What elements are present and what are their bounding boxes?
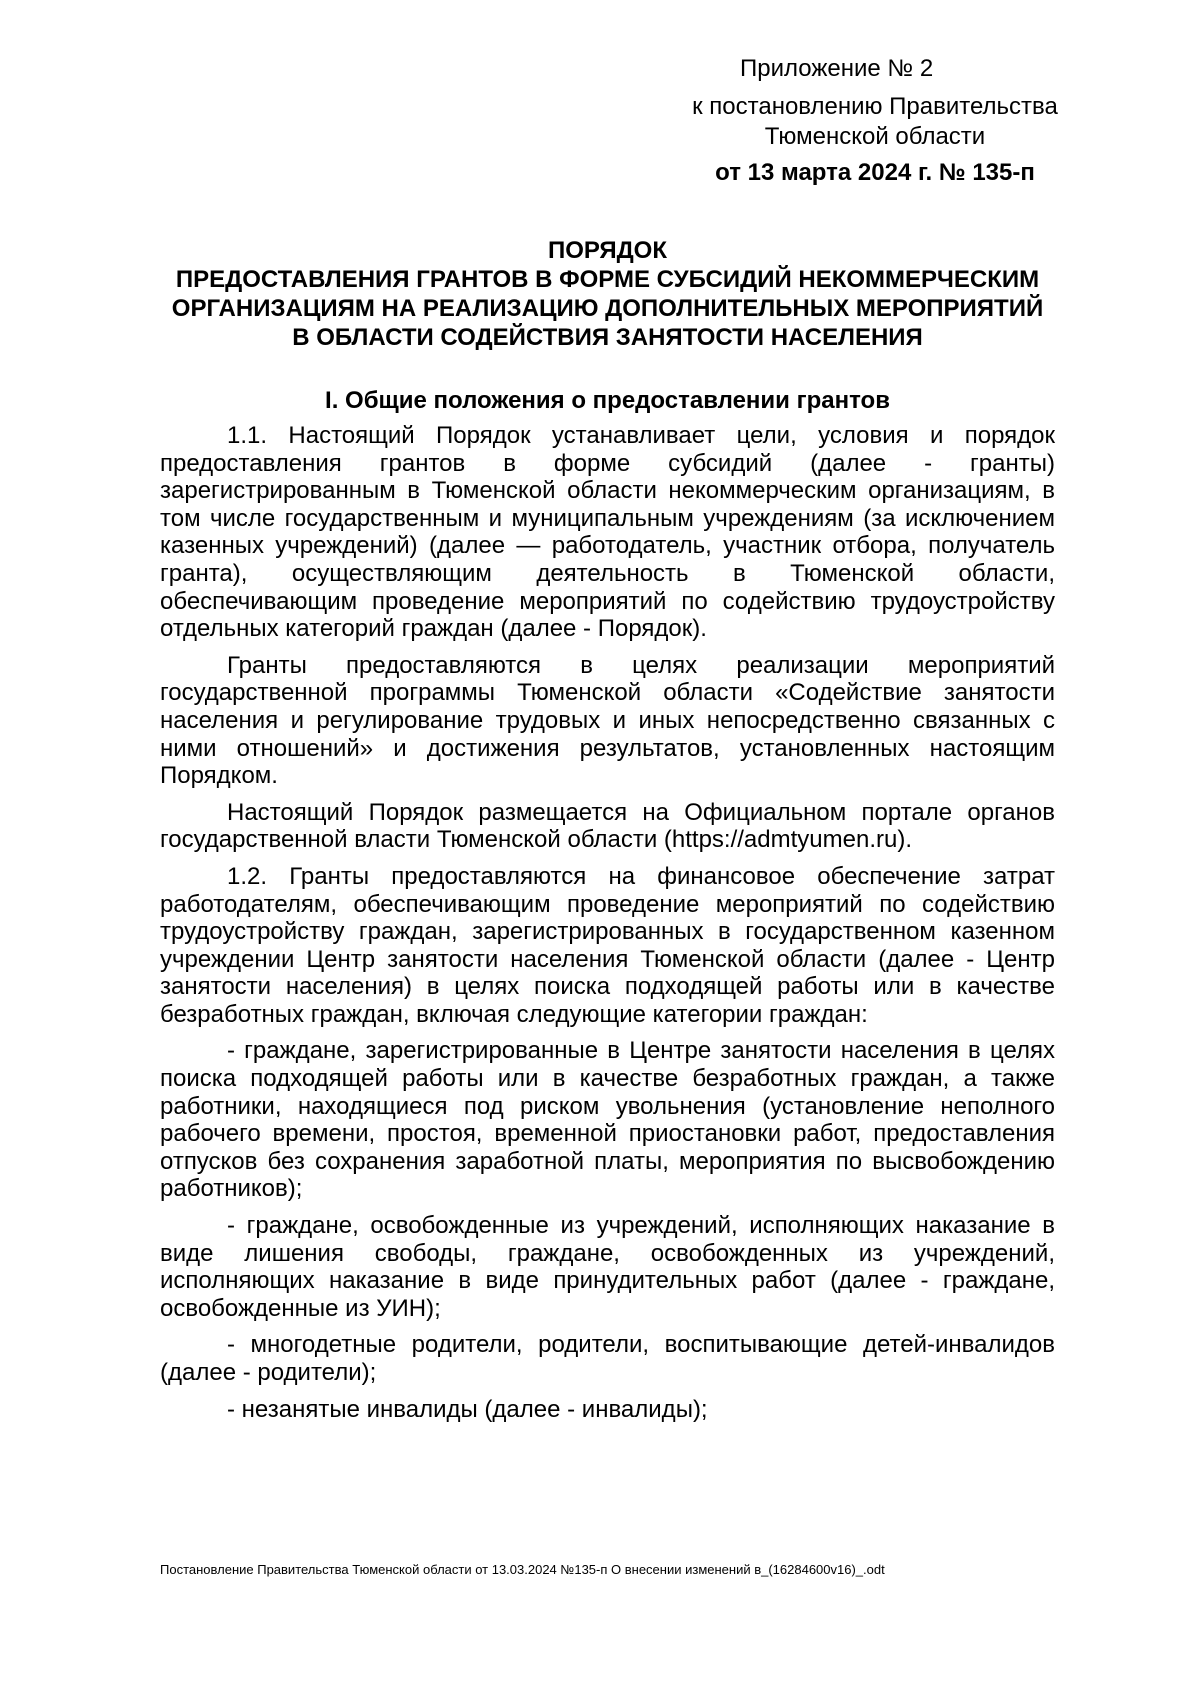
list-item: - граждане, освобожденные из учреждений, исполняющих наказание в виде лишения свободы, граждане, освобожденных из учреждений, исполняющих наказание в виде принудительных работ (далее - граждане, освобожденные из УИН); (160, 1212, 1055, 1322)
document-title (160, 236, 1055, 352)
page-footer: Постановление Правительства Тюменской области от 13.03.2024 №135-п О внесении изменений в_(16284600v16)_.odt (160, 1562, 885, 1577)
list-item: - незанятые инвалиды (далее - инвалиды); (227, 1395, 708, 1423)
decree-date: от 13 марта 2024 г. № 135-п (715, 159, 1035, 186)
decree-reference (640, 92, 1110, 152)
section-heading: I. Общие положения о предоставлении грантов (325, 387, 890, 414)
decree-line-1: к постановлению Правительства (692, 93, 1058, 120)
section-body (160, 422, 1055, 1423)
title-line-4: В ОБЛАСТИ СОДЕЙСТВИЯ ЗАНЯТОСТИ НАСЕЛЕНИЯ (292, 324, 923, 351)
title-line-1: ПОРЯДОК (548, 237, 667, 264)
appendix-label: Приложение № 2 (740, 55, 934, 82)
paragraph: 1.2. Гранты предоставляются на финансовое обеспечение затрат работодателям, обеспечивающим проведение мероприятий по содействию трудоустройству граждан, зарегистрированных в государственном казенном учреждении Центр занятости населения Тюменской области (далее - Центр занятости населения) в целях поиска подходящей работы или в качестве безработных граждан, включая следующие категории граждан: (160, 862, 1055, 1028)
list-item: - граждане, зарегистрированные в Центре занятости населения в целях поиска подходящей работы или в качестве безработных граждан, а также работники, находящиеся под риском увольнения (установление неполного рабочего времени, простоя, временной приостановки работ, предоставления отпусков без сохранения заработной платы, мероприятия по высвобождению работников); (160, 1037, 1055, 1203)
title-line-2: ПРЕДОСТАВЛЕНИЯ ГРАНТОВ В ФОРМЕ СУБСИДИЙ НЕКОММЕРЧЕСКИМ (175, 266, 1040, 293)
list-item: - многодетные родители, родители, воспитывающие детей-инвалидов (далее - родители); (160, 1331, 1055, 1386)
paragraph: Гранты предоставляются в целях реализации мероприятий государственной программы Тюменской области «Содействие занятости населения и регулирование трудовых и иных непосредственно связанных с ними отношений» и достижения результатов, установленных настоящим Порядком. (160, 651, 1055, 790)
decree-line-2: Тюменской области (764, 123, 986, 150)
paragraph: Настоящий Порядок размещается на Официальном портале органов государственной власти Тюменской области (https://admtyumen.ru). (160, 798, 1055, 854)
title-line-3: ОРГАНИЗАЦИЯМ НА РЕАЛИЗАЦИЮ ДОПОЛНИТЕЛЬНЫХ МЕРОПРИЯТИЙ (171, 295, 1044, 322)
paragraph: 1.1. Настоящий Порядок устанавливает цели, условия и порядок предоставления грантов в форме субсидий (далее - гранты) зарегистрированным в Тюменской области некоммерческим организациям, в том числе государственным и муниципальным учреждениям (за исключением казенных учреждений) (далее — работодатель, участник отбора, получатель гранта), осуществляющим деятельность в Тюменской области, обеспечивающим проведение мероприятий по содействию трудоустройству отдельных категорий граждан (далее - Порядок). (160, 422, 1055, 643)
